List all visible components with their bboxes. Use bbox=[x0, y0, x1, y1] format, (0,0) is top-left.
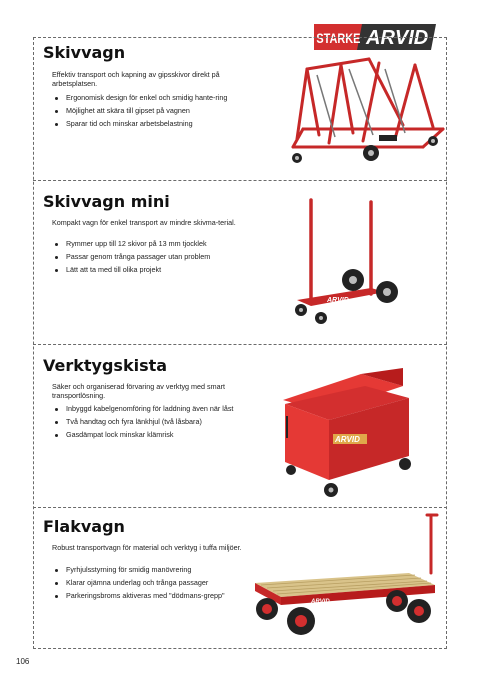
platform-cart-image bbox=[251, 513, 441, 643]
brand-logo-starke: STARKE bbox=[316, 30, 361, 47]
feature-item: Fyrhjulsstyrning för smidig manövrering bbox=[52, 566, 262, 575]
feature-list bbox=[52, 240, 262, 279]
feature-item: Lätt att ta med till olika projekt bbox=[52, 266, 262, 275]
platform-cart-label: ARVID bbox=[311, 599, 330, 605]
brand-logo-arvid: ARVID bbox=[366, 27, 429, 49]
mini-cart-label: ARVID bbox=[327, 297, 349, 304]
toolbox-image bbox=[277, 364, 447, 500]
section-description: Säker och organiserad förvaring av verktyg med smart transportlösning. bbox=[52, 382, 225, 400]
feature-item: Rymmer upp till 12 skivor på 13 mm tjocklek bbox=[52, 240, 262, 249]
feature-list bbox=[52, 405, 262, 444]
section-title: Verktygskista bbox=[43, 356, 168, 375]
section-title: Skivvagn bbox=[43, 43, 126, 62]
feature-item: Parkeringsbroms aktiveras med "dödmans-grepp" bbox=[52, 592, 262, 601]
section-description: Robust transportvagn för material och verktyg i tuffa miljöer. bbox=[52, 543, 242, 552]
product-section-verktygskista bbox=[33, 344, 447, 507]
feature-item: Inbyggd kabelgenomföring för laddning även när låst bbox=[52, 405, 262, 414]
product-section-skivvagn bbox=[33, 37, 447, 180]
section-description: Kompakt vagn för enkel transport av mindre skivma-terial. bbox=[52, 218, 236, 227]
feature-item: Möjlighet att skära till gipset på vagnen bbox=[52, 107, 262, 116]
feature-item: Klarar ojämna underlag och trånga passager bbox=[52, 579, 262, 588]
section-title: Flakvagn bbox=[43, 517, 125, 536]
section-description: Effektiv transport och kapning av gipsskivor direkt på arbetsplatsen. bbox=[52, 70, 220, 88]
section-title: Skivvagn mini bbox=[43, 192, 170, 211]
product-section-skivvagn-mini bbox=[33, 180, 447, 344]
feature-item: Gasdämpat lock minskar klämrisk bbox=[52, 431, 262, 440]
product-section-flakvagn bbox=[33, 507, 447, 649]
page-number: 106 bbox=[16, 657, 30, 666]
feature-item: Sparar tid och minskar arbetsbelastning bbox=[52, 120, 262, 129]
toolbox-label: ARVID bbox=[335, 435, 360, 444]
board-cart-image bbox=[283, 55, 455, 173]
mini-cart-image bbox=[291, 196, 411, 330]
feature-item: Ergonomisk design för enkel och smidig hante-ring bbox=[52, 94, 262, 103]
feature-item: Passar genom trånga passager utan problem bbox=[52, 253, 262, 262]
feature-list bbox=[52, 94, 262, 133]
feature-list bbox=[52, 566, 262, 605]
feature-item: Två handtag och fyra länkhjul (två låsbara) bbox=[52, 418, 262, 427]
